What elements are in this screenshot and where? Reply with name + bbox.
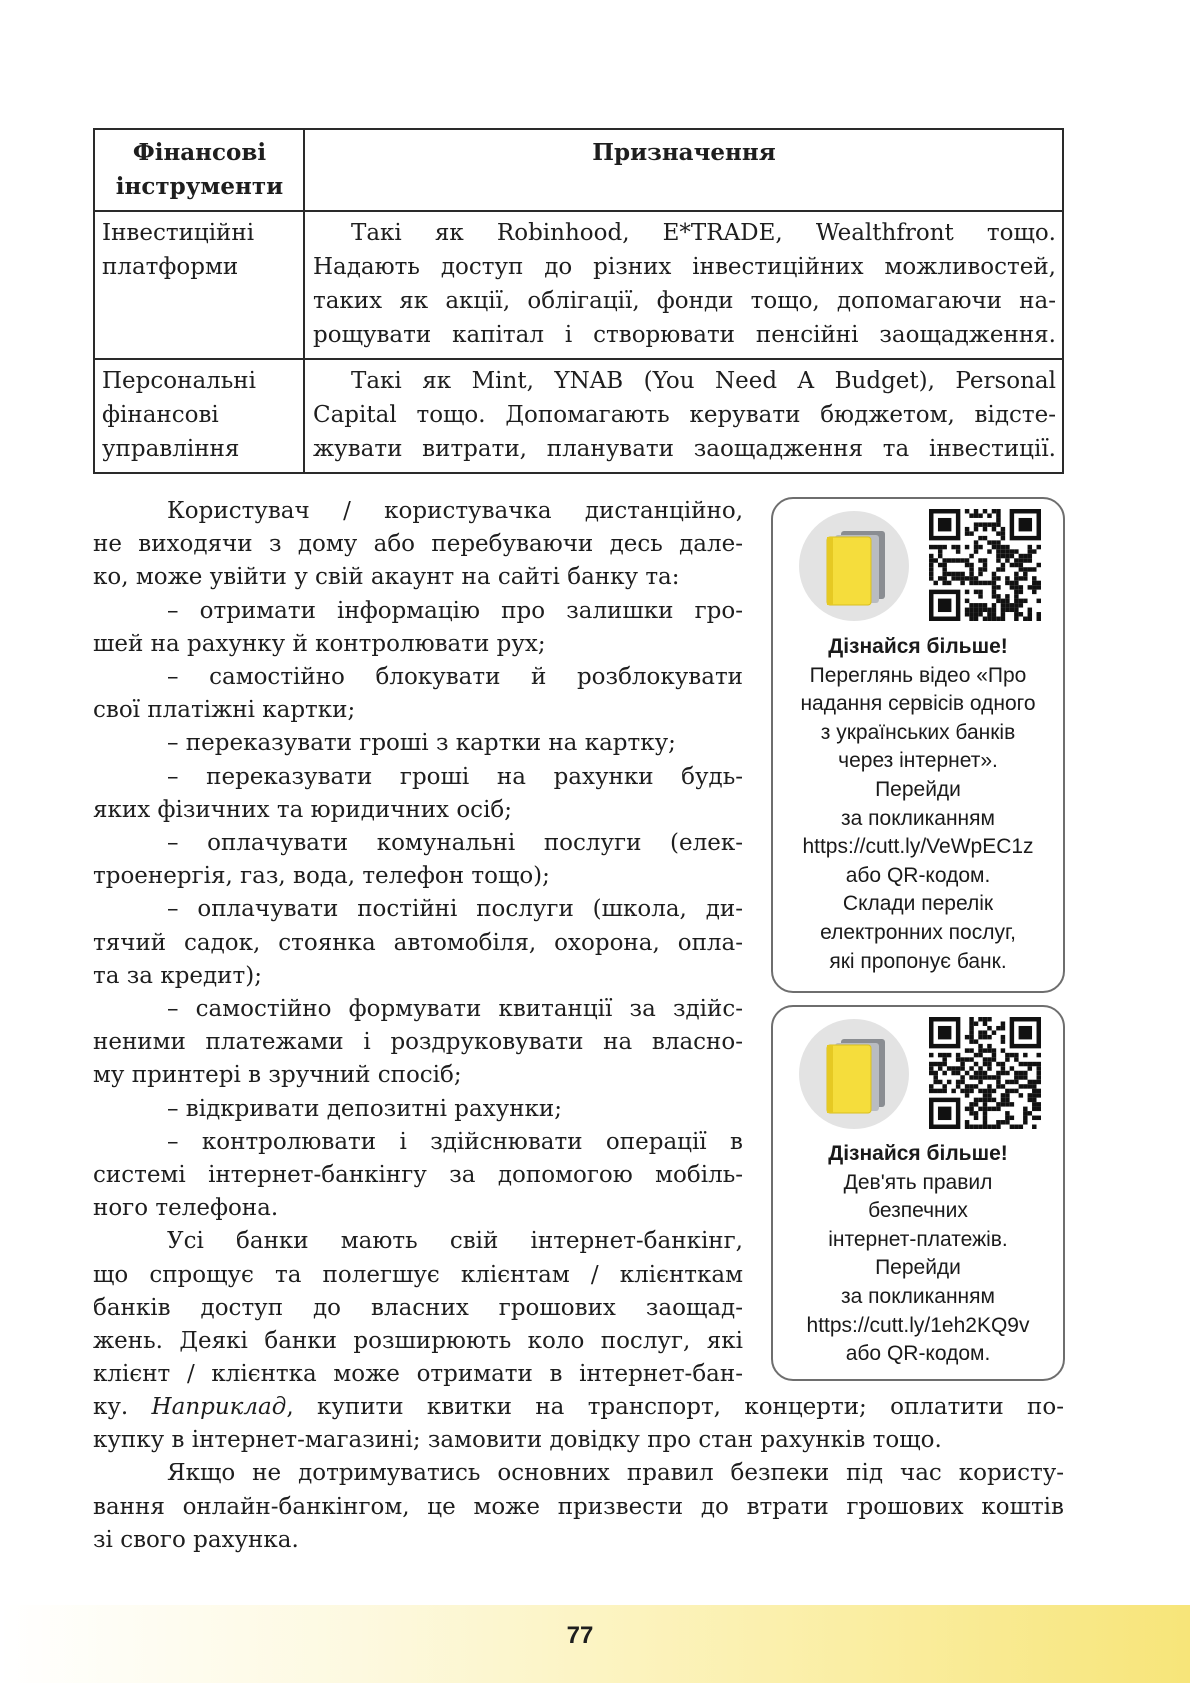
table-cell-instrument [94, 211, 304, 359]
paragraph-line: що спрощує та полегшує клієнтам / клієнткам [93, 1261, 743, 1288]
cell-text: Персональні [102, 368, 256, 394]
table-row [94, 359, 1063, 473]
list-item-line: шей на рахунку й контролювати рух; [93, 630, 546, 657]
paragraph-line: Якщо не дотримуватись основних правил безпеки під час користу- [167, 1460, 1064, 1487]
list-item-line: – оплачувати комунальні послуги (елек- [167, 830, 743, 857]
list-item-line: – переказувати гроші з картки на картку; [167, 730, 676, 757]
list-item-line: – контролювати і здійснювати операції в [167, 1128, 743, 1155]
list-item-line: яких фізичних та юридичних осіб; [93, 796, 513, 823]
box-link[interactable]: https://cutt.ly/VeWpEC1z [802, 835, 1034, 859]
table-cell-instrument [94, 359, 304, 473]
cell-text: рощувати капітал і створювати пенсійні заощадження. [313, 322, 1056, 348]
box-line: які пропонує банк. [829, 949, 1007, 973]
paragraph-line [93, 1391, 1064, 1424]
paragraph-line: клієнт / клієнтка може отримати в інтернет-бан- [93, 1361, 743, 1388]
box-line: надання сервісів одного [800, 692, 1036, 716]
list-item-line: системі інтернет-банкінгу за допомогою мобіль- [93, 1162, 743, 1189]
box-line: Перейди [875, 777, 961, 801]
financial-instruments-table [93, 128, 1064, 474]
box-line: Склади перелік [842, 892, 994, 916]
list-item-line: – відкривати депозитні рахунки; [167, 1095, 562, 1122]
box-line: або QR-кодом. [845, 1342, 991, 1366]
box-line: через інтернет». [838, 749, 998, 773]
page-number: 77 [566, 1622, 594, 1649]
table-cell-purpose [304, 359, 1063, 473]
box-line: або QR-кодом. [845, 863, 991, 887]
box-line: інтернет-платежів. [828, 1227, 1008, 1251]
list-item-line: свої платіжні картки; [93, 697, 356, 724]
list-item-line: – оплачувати постійні послуги (школа, ди- [167, 896, 743, 923]
box-line: за покликанням [841, 1284, 995, 1308]
table-header-purpose: Призначення [304, 129, 1063, 211]
cell-text: Інвестиційні [102, 220, 255, 246]
list-item-line: неними платежами і роздруковувати на власно- [93, 1029, 743, 1056]
cell-text: жувати витрати, планувати заощадження та інвестиції. [313, 436, 1056, 462]
text-fragment: , купити квитки на транспорт, концерти; оплатити по- [286, 1394, 1064, 1420]
cell-text: Надають доступ до різних інвестиційних можливостей, [313, 254, 1056, 280]
cell-text: Capital тощо. Допомагають керувати бюджетом, відсте- [313, 402, 1056, 428]
box-line: з українських банків [820, 720, 1016, 744]
body-text-column [93, 495, 743, 1391]
paragraph-line: Користувач / користувачка дистанційно, [167, 498, 743, 524]
paragraph-line: зі свого рахунка. [93, 1526, 299, 1553]
paragraph-line: жень. Деякі банки розширюють коло послуг, які [93, 1328, 743, 1355]
cell-text: платформи [102, 254, 239, 280]
table-header-row [94, 129, 1063, 211]
list-item-line: – отримати інформацію про залишки гро- [167, 597, 743, 624]
box-heading: Дізнайся більше! [828, 1142, 1008, 1165]
cell-text: управління [102, 436, 240, 462]
header-text: Фінансові [132, 139, 267, 166]
list-item-line: тячий садок, стоянка автомобіля, охорона, опла- [93, 929, 743, 956]
paragraph-line: купку в інтернет-магазині; замовити довідку про стан рахунків тощо. [93, 1427, 942, 1454]
box-line: Перейди [875, 1256, 961, 1280]
box-link[interactable]: https://cutt.ly/1eh2KQ9v [806, 1313, 1030, 1337]
cell-text: таких як акції, облігації, фонди тощо, допомагаючи на- [313, 288, 1056, 314]
box-line: за покликанням [841, 806, 995, 830]
qr-code-icon [929, 509, 1041, 621]
emphasis-text: Наприклад [151, 1394, 287, 1420]
paragraph-line: ко, може увійти у свій акаунт на сайті банку та: [93, 564, 680, 591]
box-line: Переглянь відео «Про [809, 663, 1027, 687]
paragraph-line: не виходячи з дому або перебуваючи десь дале- [93, 531, 743, 558]
box-line: електронних послуг, [820, 920, 1016, 944]
box-text [773, 633, 1063, 976]
list-item-line: – самостійно формувати квитанції за здійс- [167, 996, 743, 1023]
paragraph-line: Усі банки мають свій інтернет-банкінг, [167, 1228, 743, 1255]
cell-text: Такі як Mint, YNAB (You Need A Budget), Personal [351, 368, 1056, 394]
paragraph-line: вання онлайн-банкінгом, це може призвести до втрати грошових коштів [93, 1493, 1064, 1520]
box-line: безпечних [868, 1199, 968, 1223]
table-header-instruments [94, 129, 304, 211]
book-icon [799, 1019, 909, 1129]
table-cell-purpose [304, 211, 1063, 359]
list-item-line: ного телефона. [93, 1195, 279, 1222]
qr-code-icon [929, 1017, 1041, 1129]
learn-more-box [771, 1005, 1065, 1381]
book-icon [799, 511, 909, 621]
list-item-line: – переказувати гроші на рахунки будь- [167, 763, 743, 790]
learn-more-box [771, 497, 1065, 993]
list-item-line: троенергія, газ, вода, телефон тощо); [93, 863, 550, 890]
table-row [94, 211, 1063, 359]
box-heading: Дізнайся більше! [828, 635, 1008, 658]
cell-text: Такі як Robinhood, E*TRADE, Wealthfront тощо. [351, 220, 1056, 246]
header-text: інструменти [115, 173, 284, 200]
body-text-wide [93, 1391, 1064, 1557]
box-line: Дев'ять правил [843, 1170, 993, 1194]
list-item-line: та за кредит); [93, 962, 262, 989]
paragraph-line: банків доступ до власних грошових заощад- [93, 1294, 743, 1321]
cell-text: фінансові [102, 402, 219, 428]
list-item-line: – самостійно блокувати й розблокувати [167, 664, 743, 691]
text-fragment: ку. [93, 1394, 152, 1420]
list-item-line: му принтері в зручний спосіб; [93, 1062, 462, 1089]
box-text [773, 1140, 1063, 1369]
